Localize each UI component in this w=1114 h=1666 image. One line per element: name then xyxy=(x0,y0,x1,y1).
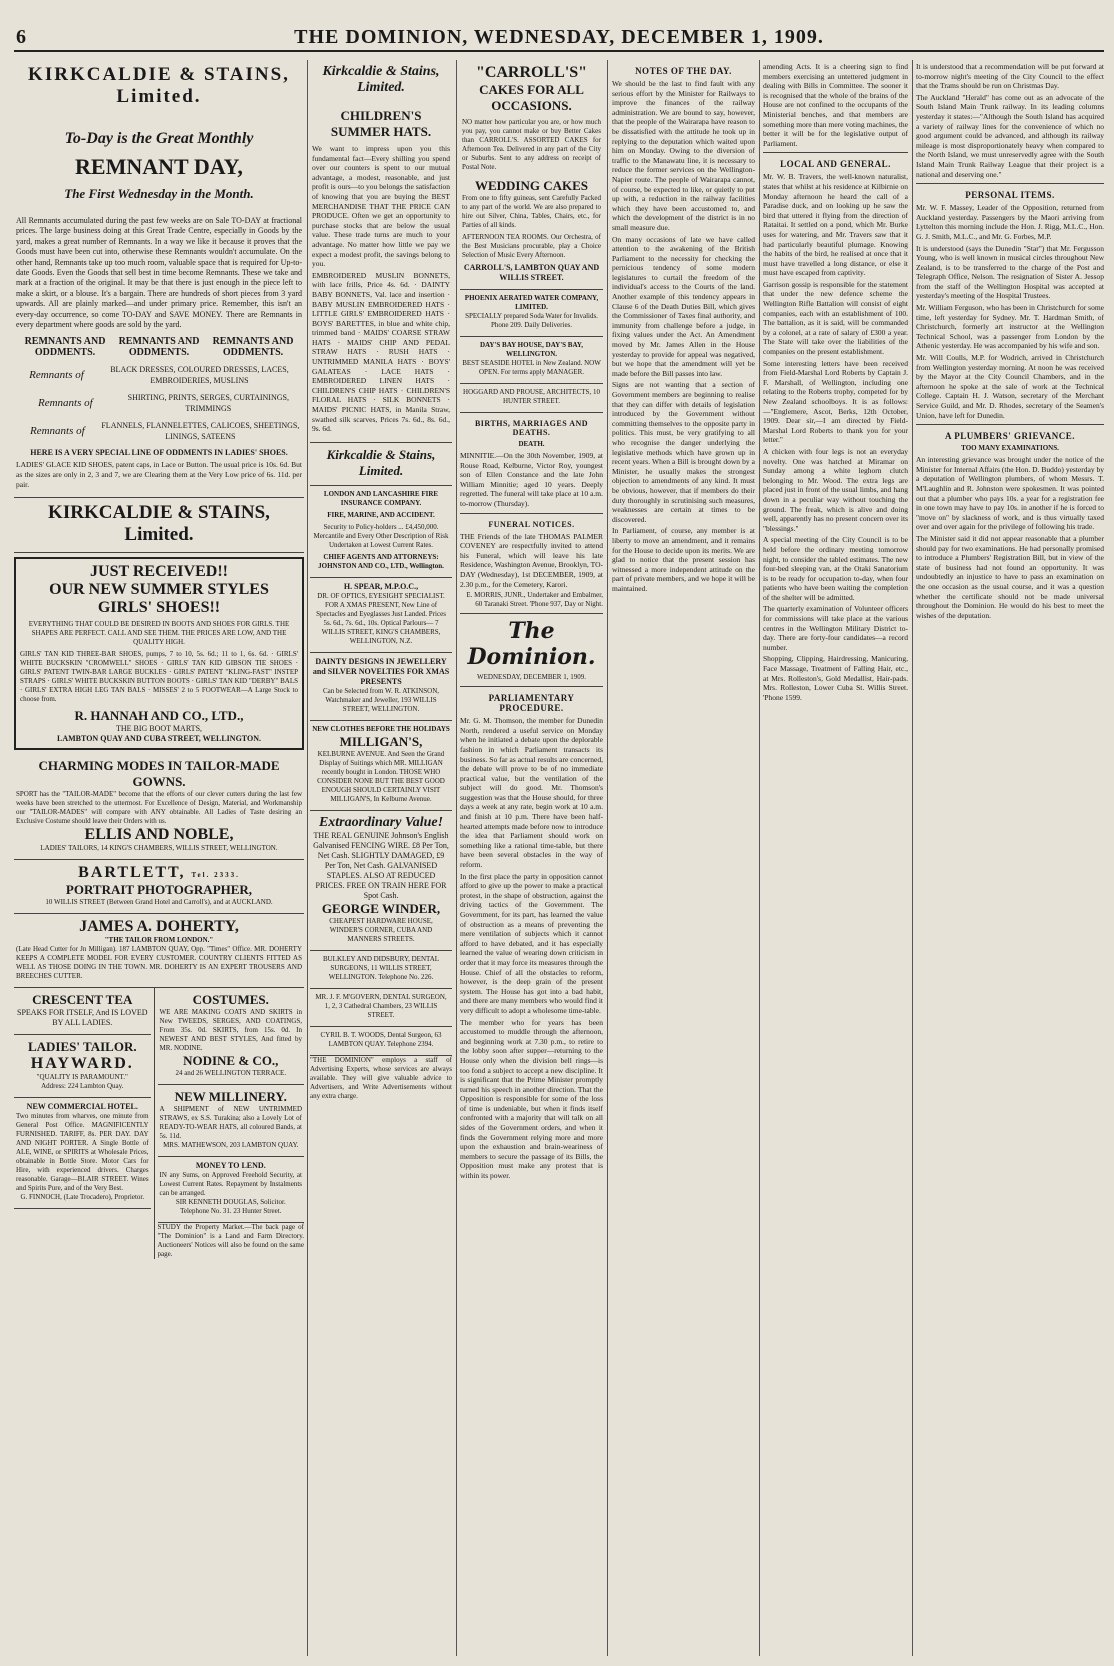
plumbers-paragraph: The Minister said it did not appear reasonable that a plumber should pay for two examinations. He had personally promised to introduce a Plumbers' Registration Bill, but in view of the state of business had not found an opportunity. It was undoubtedly an injustice to have to pass an examination on the one occasion as the usual course, and it was a question whether the certificate should not be made universal throughout the Dominion. He would do his best to meet the wishes of the deputation. xyxy=(916,533,1104,620)
divider xyxy=(460,686,603,687)
leader-paragraph: Mr. G. M. Thomson, the member for Dunedin North, rendered a useful service on Monday when he initiated a debate upon the deplorable fashion in which Parliament transacts its business. So far as actual results are concerned, the debate will prove to be of no immediate practical value, but the ventilation of the subject will do good. Mr. Thomson's suggestion was that the House should, for three days a week at any rate, begin work at 10 a.m. and finish at 10 p.m. There have been half-hearted attempts made before now to introduce the idea that Parliament should work on something like a rational time-table, but there have been several obstacles in the way of reform. xyxy=(460,716,603,870)
ad-address: Address: 224 Lambton Quay. xyxy=(41,1082,124,1091)
ad-heading: Extraordinary Value! xyxy=(318,814,444,830)
column-5 xyxy=(763,60,908,1656)
shoes-special: HERE IS A VERY SPECIAL LINE OF ODDMENTS IN LADIES' SHOES. xyxy=(30,448,288,458)
ad-body: THE REAL GENUINE Johnson's English Galvanised FENCING WIRE. £8 Per Ton, Net Cash. SLIGHTLY DAMAGED, £9 Per Ton, Net Cash. GALVANISED STAPLES. ALSO AT REDUCED PRICES. FREE ON TRAIN HERE FOR Spot Cash. xyxy=(313,830,449,900)
london-insurance-ad xyxy=(310,486,452,578)
ad-subheading: CAKES FOR ALL OCCASIONS. xyxy=(479,82,584,113)
remnants-label: REMNANTS AND ODDMENTS. xyxy=(24,336,106,359)
remnants-group xyxy=(16,392,302,414)
ad-body: Can be Selected from W. R. ATKINSON, Watchmaker and Jeweller, 193 WILLIS STREET, WELLINGTON. xyxy=(322,686,440,713)
ad-body: SPEAKS FOR ITSELF, And IS LOVED BY ALL LADIES. xyxy=(17,1008,148,1028)
mcgovern-ad: MR. J. F. M'GOVERN, DENTAL SURGEON, 1, 2, 3 Cathedral Chambers, 23 WILLIS STREET. xyxy=(310,989,452,1027)
bmd-heading: BIRTHS, MARRIAGES AND DEATHS. xyxy=(474,419,589,437)
kirkcaldie-footer xyxy=(14,498,304,553)
remnants-of-label: Remnants of xyxy=(37,397,93,410)
ad-body: (Late Head Cutter for Jn Milligan). 187 LAMBTON QUAY, Opp. "Times" Office. MR. DOHERTY KEEPS A COMPLETE MODEL FOR EVERY CUSTOMER. COUNTRY CLIENTS FITTED AS WELL AS THOSE DOING IN THE TOWN. MR. DOHERTY IS AN EXPERT TROUSERS AND BREECHES CUTTER. xyxy=(16,945,302,981)
spear-ad xyxy=(310,578,452,653)
local-paragraph: Garrison gossip is responsible for the statement that under the new defence scheme the Wellington Rifle Battalion will consist of eight companies, each with an establishment of 100. The battalion, as it is said, will be commanded by a colonel, at a rate of salary of £300 a year. The State will take over the liabilities of the companies on the present establishment. xyxy=(763,279,908,357)
divider xyxy=(460,513,603,514)
ad-heading: CHARMING MODES IN TAILOR-MADE GOWNS. xyxy=(38,758,280,790)
ad-body: DR. OF OPTICS, EYESIGHT SPECIALIST. FOR A XMAS PRESENT, New Line of Spectacles and Eyeglasses Just Landed. Prices 5s. 6d., 7s. 6d., 10s. Optical Parlours— 7 WILLIS STREET, KING'S CHAMBERS, WELLINGTON, N.Z. xyxy=(316,591,446,645)
plumbers-paragraph: An interesting grievance was brought under the notice of the Minister for Internal Affairs (the Hon. D. Buddo) yesterday by a deputation of Wellington plumbers, of whom Messrs. T. M'Laughlin and R. Johnston were spokesmen. It was pointed out that a plumber who pays 10s. a year for a registration fee in one town may have to pay 10s. in another if he is forced to "move on" by slackness of work, and is thus virtually taxed over and over again for the privilege of following his trade. xyxy=(916,455,1104,532)
paper-date: WEDNESDAY, DECEMBER 1, 1909. xyxy=(477,673,586,682)
leader-paragraph: In the first place the party in opposition cannot afford to give up the power to make a practical protest, in the shape of obstruction, against the driving tactics of the Government. The Government, for its part, has learned the value of obstruction as a means of preventing the mere ventilation of subjects which it cannot afford to have debated, and it has especially learned the value of wearing down criticism in order that it may force its measures through the House. Chief of all the obstacles to reform, however, is the deep grain of the present system. The House has got into a bad habit, and there are many members who would find it very difficult to adopt a wholesome time-table. xyxy=(460,871,603,1015)
costumes-ad xyxy=(158,988,304,1085)
ad-company-name: JAMES A. DOHERTY, xyxy=(79,918,239,936)
ad-tagline: "THE TAILOR FROM LONDON." xyxy=(104,936,214,945)
ad-tagline: "QUALITY IS PARAMOUNT." xyxy=(36,1073,128,1082)
paper-nameplate: The Dominion. xyxy=(467,618,596,671)
ad-heading: KIRKCALDIE & STAINS, Limited. xyxy=(28,64,290,107)
ad-body: Security to Policy-holders ... £4,450,000. Mercantile and Every Other Description of Risk Undertaken at Lowest Current Rates. xyxy=(313,522,449,549)
funeral-notice: THE Friends of the late THOMAS PALMER COVENEY are respectfully invited to attend his Funeral, which will leave his late Residence, Washington Avenue, Brooklyn, TO-DAY (Wednesday), 1st DECEMBER, 1909, at 2.30 p.m., for the Cemetery, Karori. xyxy=(460,531,603,589)
bartlett-ad xyxy=(14,860,304,914)
ad-company-name: MILLIGAN'S, xyxy=(339,733,423,749)
hoggard-ad: HOGGARD AND PROUSE, ARCHITECTS, 10 HUNTER STREET. xyxy=(460,384,603,413)
ad-subheading: The First Wednesday in the Month. xyxy=(64,186,254,201)
tea-ad xyxy=(14,988,151,1035)
remnants-header-row xyxy=(20,336,298,358)
remnants-group-items: SHIRTING, PRINTS, SERGES, CURTAININGS, TRIMMINGS xyxy=(127,393,289,414)
local-paragraph: A special meeting of the City Council is to be held before the ordinary meeting tomorrow night, to consider the tabled estimates. The new four-bed sleeping van, at the Otaki Sanatorium is to be ready for occupation to-day, when four patients who have been waiting the completion of the shelter will be admitted. xyxy=(763,535,908,602)
funeral-signature: E. MORRIS, JUNR., Undertaker and Embalmer, 60 Taranaki Street. 'Phone 937, Day or Night. xyxy=(466,591,603,609)
ad-list: GIRLS' TAN KID THREE-BAR SHOES, pumps, 7 to 10, 5s. 6d.; 11 to 1, 6s. 6d. · GIRLS' WHITE BUCKSKIN "CROMWELL" SHOES · GIRLS' TAN KID GIBSON TIE SHOES · GIRLS' PATENT TWIN-BAR LARGE BUCKLES · GIRLS' PATENT "KLING-FAST" INSTEP STRAPS · GIRLS' WHITE BUCKSKIN BUTTON BOOTS · GIRLS' TAN KID "DERBY" BALS · GIRLS' EXTRA HIGH LEG TAN BALS · MISSES' 2 to 5 FOOTWEAR—A Large Stock to choose from. xyxy=(20,650,298,704)
ad-intro: To-Day is the Great Monthly xyxy=(64,130,254,147)
ad-heading: NEW MILLINERY. xyxy=(174,1089,287,1105)
column-1 xyxy=(14,60,304,1656)
remnants-of-label: Remnants of xyxy=(30,425,85,438)
ad-body: From one to fifty guineas, sent Carefully Packed to any part of the world. We are also prepared to hire out Silver, China, Tables, Chairs, etc., for Parties of all kinds. xyxy=(462,194,601,229)
ad-body: WE ARE MAKING COATS AND SKIRTS in New TWEEDS, SERGES, AND COATINGS, From 35s. 0d. SKIRTS, from 15s. 0d. In NEWEST AND BEST STYLES, And fitted by MR. NODINE. xyxy=(159,1008,302,1053)
page-number: 6 xyxy=(16,26,26,48)
local-paragraph: Some interesting letters have been received from Field-Marshal Lord Roberts by Captain J. F. Marshall, of Wellington, including one relating to the Roberts trophy, competed for by New Zealand schoolboys. It is as follows:—"Englemere, Ascot, Berks, 12th October, 1909. Dear sir,—I am directed by Field-Marshal Lord Roberts to thank you for your letter." xyxy=(763,358,908,445)
ad-heading: MONEY TO LEND. xyxy=(195,1161,266,1171)
personal-paragraph: Mr. William Ferguson, who has been in Christchurch for some time, left yesterday for Sydney. Mr. T. Hardman Smith, of Christchurch, formerly art instructor at the Wellington Technical School, was a passenger from London by the Athenic yesterday. He was accompanied by his wife and son. xyxy=(916,303,1104,351)
column-6 xyxy=(916,60,1104,1656)
divider xyxy=(916,183,1104,184)
bottom-right-ads xyxy=(155,988,304,1259)
notes-paragraph: Signs are not wanting that a section of Government members are beginning to realise that they can differ with details of legislation introduced by the Government without committing themselves to the opposite party in politics. This must, be very gratifying to all who recognise the danger underlying the legislative methods which have grown up in recent years. When a Bill is brought down by a Minister, he usually makes the strongest objection to amendments of any kind. It must be obvious, however, that if members do their duty thoroughly in scrutinising such measures, weaknesses are certain at times to be discovered. xyxy=(612,380,755,524)
ad-body: EVERYTHING THAT COULD BE DESIRED IN BOOTS AND SHOES FOR GIRLS. THE SHAPES ARE PERFECT. CALL AND SEE THEM. THE PRICES ARE LOW, AND THE QUALITY HIGH. xyxy=(28,620,290,647)
ad-subheading: PORTRAIT PHOTOGRAPHER, xyxy=(65,882,253,898)
local-continued: It is understood that a recommendation will be put forward at to-morrow night's meeting of the City Council to the effect that the Trams should be run on Christmas Day. xyxy=(916,62,1104,91)
column-rule xyxy=(912,60,913,1656)
notes-paragraph: On many occasions of late we have called attention to the awakening of the British Parliament to the necessity for checking the pernicious tendency of some modern legislatures to curtail the freedom of the individual's access to the Courts of the land. Another example of this tendency appears in Clause 6 of the Death Duties Bill, which gives the Commissioner of Taxes final authority, and immunity from challenge before a judge, in fixing values under the Act. An Amendment moved by Mr. James Allen in the House yesterday to provide for appeal was negatived, but we hope that the amendment will yet be made before the Bill passes into law. xyxy=(612,234,755,378)
ad-body: Two minutes from wharves, one minute from General Post Office. MAGNIFICENTLY FURNISHED. TARIFF, 8s. PER DAY. DAY AND NIGHT PORTER. A Single Bottle of ALE, WINE, or SPIRITS at Wholesale Prices, obtainable in Bottle Store. Motor Cars for Hire, with experienced drivers. Charges reasonable. Garage—BLAIR STREET. Wines and Spirits Pure, and of the Very Best. xyxy=(16,1112,149,1193)
ad-heading: COSTUMES. xyxy=(192,992,269,1008)
ad-subheading: THE BIG BOOT MARTS, xyxy=(115,724,203,734)
personal-heading: PERSONAL ITEMS. xyxy=(965,190,1055,201)
column-rule xyxy=(759,60,760,1656)
ad-subheading: CHILDREN'S SUMMER HATS. xyxy=(330,108,432,139)
local-paragraph: A chicken with four legs is not an everyday novelty. One was hatched at Miramar on Sunday among a white leghorn clutch belonging to Mr. Wood. The extra legs are placed just in front of the usual limbs, and hang down in a peculiar way without touching the ground. The freak, which is alive and doing well, apparently has no present concern over its "blessings." xyxy=(763,446,908,533)
ad-heading: JUST RECEIVED!! xyxy=(90,563,228,581)
woods-ad: CYRIL B. T. WOODS, Dental Surgeon, 63 LAMBTON QUAY. Telephone 2394. xyxy=(310,1027,452,1056)
ad-heading: DAINTY DESIGNS IN JEWELLERY and SILVER NOVELTIES FOR XMAS PRESENTS xyxy=(312,656,450,686)
study-notice: STUDY the Property Market.—The back page of "The Dominion" is a Land and Farm Directory. Auctioneers' Notices will also be found on the same page. xyxy=(157,1223,304,1259)
bartlett-name: BARTLETT, xyxy=(78,864,186,882)
ad-remnant-day: REMNANT DAY, xyxy=(75,154,243,179)
ad-address: 10 WILLIS STREET (Between Grand Hotel and Carroll's), and at AUCKLAND. xyxy=(45,898,273,907)
doherty-ad xyxy=(14,914,304,988)
fencing-wire-ad xyxy=(310,811,452,951)
remnants-group xyxy=(16,420,302,442)
ad-heading: CRESCENT TEA xyxy=(32,992,133,1008)
bottom-left-ads xyxy=(14,988,155,1259)
ad-heading: Kirkcaldie & Stains, Limited. xyxy=(326,446,436,478)
column-3 xyxy=(460,60,603,1656)
local-paragraph: Shopping, Clipping, Hairdressing, Manicuring, Face Massage, Treatment of Falling Hair, etc., at Mrs. Rolleston's, Gold Medallist, Hair-pads. Mrs. Rolleston, Lower Cuba St. Willis Street. 'Phone 1599. xyxy=(763,654,908,702)
milligan-ad xyxy=(310,721,452,811)
ad-address: LAMBTON QUAY AND CUBA STREET, WELLINGTON. xyxy=(57,734,261,744)
ad-address: 24 and 26 WELLINGTON TERRACE. xyxy=(175,1069,287,1078)
death-notice: MINNITIE.—On the 30th November, 1909, at Rouse Road, Kelburne, Victor Roy, youngest son of Ellen Constance and the late John William Minnitie; aged 10 years. Deeply regretted. The funeral will take place at 10 a.m. to-morrow (Thursday). xyxy=(460,451,603,508)
hannah-ad xyxy=(14,557,304,750)
bartlett-tel: Tel. 2333. xyxy=(191,871,240,880)
ad-address: LADIES' TAILORS, 14 KING'S CHAMBERS, WILLIS STREET, WELLINGTON. xyxy=(40,844,278,853)
ad-address: MRS. MATHEWSON, 203 LAMBTON QUAY. xyxy=(163,1141,299,1150)
personal-paragraph: Mr. W. F. Massey, Leader of the Opposition, returned from Auckland yesterday. Passengers by the Maori arriving from Lyttelton this morning include the Hon. J. Rigg, M.L.C., Hon. G. J. Smith, M.L.C., and Mr. G. Forbes, M.P. xyxy=(916,203,1104,241)
plumbers-heading: A PLUMBERS' GRIEVANCE. xyxy=(944,431,1076,442)
ad-company-name xyxy=(16,864,302,882)
employs-notice: "THE DOMINION" employs a staff of Advertising Experts, whose services are always available. They will give valuable advice to Advertisers, and Write Advertisements without any extra charge. xyxy=(310,1055,452,1100)
divider xyxy=(916,424,1104,425)
death-label: DEATH. xyxy=(518,440,545,448)
ad-agents: CHIEF AGENTS AND ATTORNEYS: JOHNSTON AND CO., LTD., Wellington. xyxy=(318,552,444,570)
ad-heading: NEW COMMERCIAL HOTEL. xyxy=(26,1102,138,1112)
notes-continued: amending Acts. It is a cheering sign to find members exercising an untettered judgment in dealing with Bills in Committee. The sooner it is recognised that the whole of the brains of the House are not confined to the occupants of the Ministerial benches, and that members are something more than mere voting machines, the better it will be for the legislative output of Parliament. xyxy=(763,62,908,148)
ad-proprietor: G. FINNOCH, (Late Trocadero), Proprietor. xyxy=(20,1193,145,1202)
ad-heading: OUR NEW SUMMER STYLES xyxy=(49,581,269,599)
remnants-of-label: Remnants of xyxy=(29,369,84,382)
plumbers-subheading: TOO MANY EXAMINATIONS. xyxy=(961,444,1059,453)
ad-heading: DAY'S BAY HOUSE, DAY'S BAY, WELLINGTON. xyxy=(479,341,584,358)
ad-address: CARROLL'S, LAMBTON QUAY AND WILLIS STREET. xyxy=(463,263,600,282)
remnants-label: REMNANTS AND ODDMENTS. xyxy=(212,336,294,359)
ad-body: AFTERNOON TEA ROOMS. Our Orchestra, of the Best Musicians procurable, play a Choice Selection of Music Every Afternoon. xyxy=(462,233,601,259)
ad-company-name: NODINE & CO., xyxy=(183,1053,279,1069)
notes-heading: NOTES OF THE DAY. xyxy=(635,66,732,76)
ad-body: KELBURNE AVENUE. And Seen the Grand Display of Suitings which MR. MILLIGAN recently bought in London. THOSE WHO CONSIDER NONE BUT THE BEST GOOD ENOUGH SHOULD CERTAINLY VISIT MILLIGAN'S, In Kelburne Avenue. xyxy=(317,749,445,803)
ad-company-name: H. SPEAR, M.P.O.C., xyxy=(343,581,419,591)
leader-heading: PARLIAMENTARY PROCEDURE. xyxy=(488,693,575,714)
phoenix-ad xyxy=(460,290,603,337)
money-ad xyxy=(158,1157,304,1223)
children-hats-ad xyxy=(310,60,452,443)
column-rule xyxy=(607,60,608,1656)
ad-heading: GIRLS' SHOES!! xyxy=(97,599,221,617)
notes-paragraph: In Parliament, of course, any member is at liberty to move an amendment, and it remains for the House to decide upon its merits. We are glad to notice that the present session has witnessed a more independent attitude on the part of private members, and we hope it will be maintained. xyxy=(612,526,755,593)
kirkcaldie-small xyxy=(310,443,452,486)
ad-subheading: WEDDING CAKES xyxy=(474,178,589,193)
jewellery-ad xyxy=(310,653,452,721)
ad-heading: PHOENIX AERATED WATER COMPANY, LIMITED. xyxy=(464,294,599,311)
remnants-group xyxy=(16,364,302,386)
ad-list: EMBROIDERED MUSLIN BONNETS, with lace frills, Price 4s. 6d. · DAINTY BABY BONNETS, Val. lace and insertion · BABY MUSLIN EMBROIDERED HATS · LITTLE GIRLS' EMBROIDERED HATS · BOYS' BARETTES, in blue and white chip, trimmed band · MAIDS' COARSE STRAW HATS · MAIDS' CHIP AND PEDAL STRAW HATS · RUSH HATS · UNTRIMMED MANILA HATS · BOYS' GALATEAS · LACE HATS · EMBROIDERED LINEN HATS · CHILDREN'S CHIP HATS · CHILDREN'S FLORAL HATS · SILK BONNETS · MAIDS' PICNIC HATS, in Manila Straw, swathed silk scarves, Prices 7s. 6d., 8s. 6d., 9s. 6d. xyxy=(312,270,450,434)
ad-heading: Kirkcaldie & Stains, Limited. xyxy=(322,64,440,95)
bottom-ads-row xyxy=(14,988,304,1259)
funeral-heading: FUNERAL NOTICES. xyxy=(488,519,575,529)
ad-body: NO matter how particular you are, or how much you pay, you cannot make or buy Better Cakes than CARROLL'S. ASSORTED CAKES for Afternoon Tea. Delivered in any part of the City or Suburbs. Sent to any address on receipt of Postal Note. xyxy=(462,118,601,171)
ad-address: CHEAPEST HARDWARE HOUSE, WINDER'S CORNER, CUBA AND MANNERS STREETS. xyxy=(329,916,433,943)
ad-body: IN any Sums, on Approved Freehold Security, at Lowest Current Rates. Repayment by Instalments can be arranged. xyxy=(159,1171,302,1198)
ellis-ad xyxy=(14,754,304,860)
column-2 xyxy=(310,60,452,1656)
carroll-ad xyxy=(460,60,603,290)
millinery-ad xyxy=(158,1085,304,1157)
personal-paragraph: It is understood (says the Dunedin "Star") that Mr. Fergusson Young, who is well known in musical circles throughout New Zealand, is to be transferred to the charge of the Post and Telegraph Office, Nelson. The resignation of Sister A. Jessop from the staff of the Wellington Hospital was accepted at yesterday's meeting of the Hospital Trustees. xyxy=(916,243,1104,301)
local-heading: LOCAL AND GENERAL. xyxy=(780,159,891,170)
column-4 xyxy=(612,60,755,1656)
divider xyxy=(460,613,603,614)
local-paragraph: Mr. W. B. Travers, the well-known naturalist, states that whilst at his residence at Kilbirnie on Monday afternoon he heard the call of a Paradise duck, and on looking up he saw the bird that uttered it flying from the direction of Rataitai. It settled on a pond, which Mr. Burke uses for watering, and Mr. Travers saw that it had particularly beautiful plumage. Knowing the habits of the bird, he realised at once that it must have travelled a long distance, or else it must have escaped from captivity. xyxy=(763,172,908,278)
column-rule xyxy=(456,60,457,1656)
local-paragraph: The quarterly examination of Volunteer officers for commissions will take place at the various centres in the Wellington Military District to-day. There are forty-four candidates—a record number. xyxy=(763,604,908,652)
ad-body: We want to impress upon you this fundamental fact—Every shilling you spend over our counters is spent to our mutual advantage, a modest, reasonable, and just profit is ours—to you belongs the satisfaction of knowing that you are buying the BEST MERCHANDISE THAT THE PRICE CAN PRODUCE. Often we get an opportunity to purchase stocks that are below the usual value. These trade turns are much to your advantage. No matter how little we pay we expect a modest profit, the savings belong to you. xyxy=(312,144,450,269)
ad-signature: SIR KENNETH DOUGLAS, Solicitor. xyxy=(175,1198,286,1207)
shoes-text: LADIES' GLACE KID SHOES, patent caps, in Lace or Button. The usual price is 10s. 6d. But as the sizes are only in 2, 3 and 7, we are Clearing them at the Very Low price of 6s. 11d. per pair. xyxy=(16,460,302,489)
divider xyxy=(763,152,908,153)
ad-telephone: Telephone No. 31. 23 Hunter Street. xyxy=(180,1207,282,1216)
ad-body: A SHIPMENT of NEW UNTRIMMED STRAWS, ex S.S. Turakina; also a Lovely Lot of READY-TO-WEAR HATS, all coloured Bands, at 5s. 11d. xyxy=(159,1105,302,1141)
ad-company-name: GEORGE WINDER, xyxy=(321,900,441,916)
ad-body: All Remnants accumulated during the past few weeks are on Sale TO-DAY at fractional prices. The large business doing at this Great Trade Centre, especially in Goods by the yard, makes a great number of Remnants. In a way we like it because it proves that the Goods must have been cut into, otherwise these Remnants wouldn't accumulate. On the other hand, Remnants take up too much room, valuable space that is required for Up-to-date Goods. Even the Goods that sell best in time become Remnants. These we take and mark at a fraction of the original. It may be that there is just enough in the piece left to make a skirt, or a blouse. It's a bargain. There are hundreds of short pieces from 3 yard upwards. All are plainly marked—and under primary price. Remember, this isn't an every-day occurrence, so come TO-DAY and SAVE MONEY. There are Remnants in every department where goods are sold by the yard. xyxy=(16,216,302,330)
masthead xyxy=(14,22,1104,52)
ad-heading: LONDON AND LANCASHIRE FIRE INSURANCE COMPANY. xyxy=(323,489,439,507)
ad-heading: KIRKCALDIE & STAINS, Limited. xyxy=(48,502,270,546)
ad-body: BEST SEASIDE HOTEL in New Zealand. NOW OPEN. For terms apply MANAGER. xyxy=(462,359,601,376)
ad-body: SPECIALLY prepared Soda Water for Invalids. Phone 209. Daily Deliveries. xyxy=(465,312,598,329)
ad-company-name: R. HANNAH AND CO., LTD., xyxy=(74,708,244,724)
masthead-title: THE DOMINION, WEDNESDAY, DECEMBER 1, 1909. xyxy=(294,26,824,48)
kirkcaldie-remnant-ad xyxy=(14,60,304,498)
notes-paragraph: We should be the last to find fault with any serious effort by the Minister for Railways to improve the finances of the railway administration. We are bound to say, however, that the people of the Wairarapa have reason to be dissatisfied with the attitude he took up in replying to the deputation which waited upon him on Monday. Owing to the diversion of traffic to the Manawatu line, it is necessary to reduce the former services on the Wellington-Napier route. The people of Wairarapa cannot, of course, be expected to like, or quietly to put up with, a reduction in the railway facilities which they have been accustomed to, and which the development of the district is in no small measure due. xyxy=(612,79,755,232)
ad-body: SPORT has the "TAILOR-MADE" become that the efforts of our clever cutters during the last few weeks have been stretched to the uttermost. For Excellence of Design, Material, and Workmanship our "TAILOR-MADES" will compare with ANY obtainable. All Ladies of Taste desiring an Exclusive Costume should leave their Orders with us. xyxy=(16,790,302,826)
leader-paragraph: The member who for years has been accustomed to muddle through the afternoon, and beginning work at 7.30 p.m., to retire to the lobby soon after supper—returning to the House only when the division bell rings—is too fond a subject to accept a new discipline. It is significant that the Prime Minister promptly turned his speech in another direction. That the Opposition is responsible for some of the loss of time is undeniable, but when it finds itself confronted with a majority that will talk on all sides of the Government orders, and when it finds the Government relying more and more upon the exhaustion and brain-weariness of members to secure the passage of its Bills, the Opposition must make any protest that is within its power. xyxy=(460,1017,603,1181)
ad-company-name: ELLIS AND NOBLE, xyxy=(84,826,234,844)
hayward-ad xyxy=(14,1035,151,1098)
bulkley-ad: BULKLEY AND DIDSBURY, DENTAL SURGEONS, 11 WILLIS STREET, WELLINGTON. Telephone No. 226. xyxy=(310,951,452,989)
ad-company-name: HAYWARD. xyxy=(30,1055,134,1073)
hotel-ad xyxy=(14,1098,151,1209)
personal-paragraph: Mr. Will Coulls, M.P. for Wodrich, arrived in Christchurch from Wellington yesterday morning. At noon he was received by the Mayor at the City Council Chambers, and in the afternoon he spoke at the sale of work at the Technical College. Captain H. J. Watson, secretary of the Merchant Service Guild, and Mr. D. Rhodes, secretary of the Seamen's Union, have left for Dunedin. xyxy=(916,353,1104,420)
column-rule xyxy=(307,60,308,1656)
days-bay-ad xyxy=(460,337,603,384)
ad-subheading: FIRE, MARINE, AND ACCIDENT. xyxy=(327,510,435,519)
remnants-group-items: BLACK DRESSES, COLOURED DRESSES, LACES, EMBROIDERIES, MUSLINS xyxy=(110,365,289,386)
remnants-group-items: FLANNELS, FLANNELETTES, CALICOES, SHEETINGS, LININGS, SATEENS xyxy=(101,421,300,442)
ad-heading: "CARROLL'S" xyxy=(475,64,588,81)
ad-heading: NEW CLOTHES BEFORE THE HOLIDAYS xyxy=(312,724,450,733)
local-continued: The Auckland "Herald" has come out as an advocate of the South Island Main Trunk railway. In its leading columns yesterday it states:—"Although the South Island has acquired a variety of railway lines for the convenience of which no good argument could be advanced, and although its railway mileage is most disproportionately heavy when compared to the North Island, we must unreservedly agree with the South Island Main Trunk Railway League that their project is a national and deserving one." xyxy=(916,92,1104,179)
remnants-label: REMNANTS AND ODDMENTS. xyxy=(118,336,200,359)
ad-heading: LADIES' TAILOR. xyxy=(27,1039,137,1055)
